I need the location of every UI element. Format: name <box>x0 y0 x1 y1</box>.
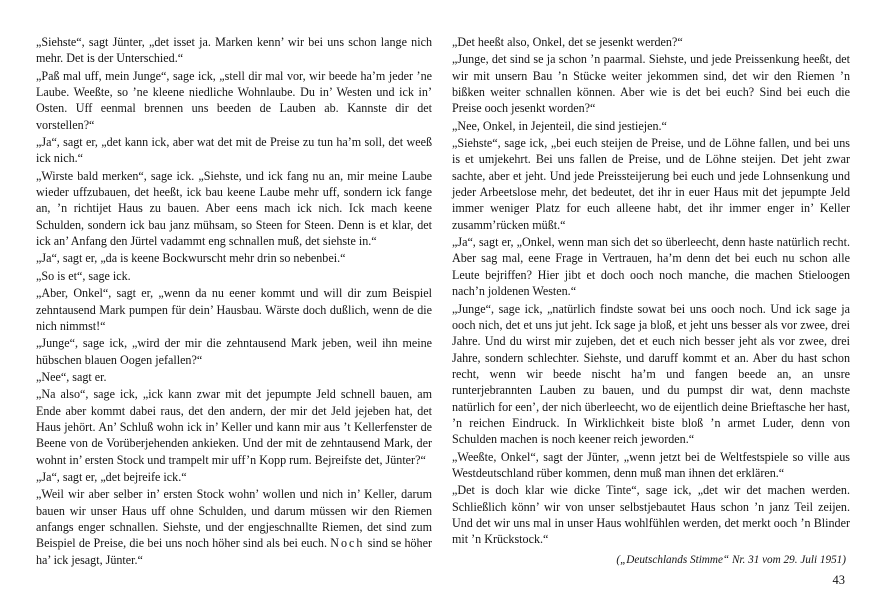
paragraph: „Na also“, sage ick, „ick kann zwar mit det jepumpte Jeld schnell bauen, am Ende aber kommt dabei raus, det den andern, der mir det Jeld jejeben hat, det Haus jehört. An’ Schluß wohn ick in’ Keller und kann mir aus ’t Kellerfenster de Beene von de Vorüberjehenden ankieken. Und der mit de zehntausend Mark, der wohnt in’ ersten Stock und trampelt mir uff’n Kopp rum. Bejreifste det, Jünter?“ <box>36 387 432 467</box>
paragraph: „Ja“, sagt er, „det bejreife ick.“ <box>36 469 187 484</box>
paragraph: „Nee, Onkel, in Jejenteil, die sind jestiejen.“ <box>452 118 667 133</box>
paragraph: „Det is doch klar wie dicke Tinte“, sage ick, „det wir det machen werden. Schließlich könn’ wir von unser selbstjebautet Haus schon ’n janz Teil zeijen. Und det wir uns mal in unser Haus wohlfühlen werden, det merkt ooch ’n Blinder mit ’n Krückstock.“ <box>452 483 850 547</box>
final-paragraph <box>36 486 432 568</box>
paragraph-text: „Weil wir aber selber in’ ersten Stock wohn’ wollen und nich in’ Keller, darum bauen wir unser Haus uff ohne Schulden, und darum müssen wir den Riemen anfangs enger schnallen. Siehste, und der engjeschnallte Riemen, det sind zum Beispiel de Preise, die bei uns noch höher sind als bei euch. <box>36 487 432 551</box>
paragraph: „Junge, det sind se ja schon ’n paarmal. Siehste, und jede Preissenkung heeßt, det wir mit unsern Bau ’n Stücke weiter jekommen sind, det wir den Riemen ’n bißken weiter schnallen können. Aber wie is det bei euch? Sind bei euch die Preise ooch jesenkt worden?“ <box>452 52 850 116</box>
paragraph-tail: sind se höher ha’ ick jesagt, Jünter.“ <box>36 536 432 567</box>
paragraph: „Wirste bald merken“, sage ick. „Siehste, und ick fang nu an, mir meine Laube wieder uffzubauen, det heeßt, ick bau keene Laube mehr uff, sondern ick fange an, ’n richtijet Haus zu bauen. Aber eens mach ick nich. Ick mach keene Schulden, sondern ick bau janz mühsam, so Steen for Steen. Denn is et klar, det ick an’ Anfang den Jürtel vadammt eng schnallen muß, det siehste in.“ <box>36 168 432 249</box>
paragraph: „Siehste“, sage ick, „bei euch steijen de Preise, und de Löhne fallen, und bei uns is et umjekehrt. Bei uns fallen de Preise, und de Löhne steijen. Det jeht zwar sachte, aber et jeht. Und jede Preissteijerung bei euch und jede Lohnsenkung und jeder Arbeetslose mehr, det bedeutet, det ihr in euer Haus mit det jepumpte Jeld immer weniger Platz for euch alleene habt, det ihr immer enger in’ Keller zusamm’rücken müßt.“ <box>452 136 850 232</box>
paragraph: „Ja“, sagt er, „det kann ick, aber wat det mit de Preise zu tun ha’m soll, det weeß ick nich.“ <box>36 135 432 166</box>
page-number: 43 <box>832 573 845 587</box>
right-column <box>452 34 850 569</box>
paragraph: „Ja“, sagt er, „Onkel, wenn man sich det so überleecht, denn haste natürlich recht. Aber sag mal, eene Frage in Vertrauen, ha’m denn det bei euch nu schon alle Leute bejriffen? Hier jibt et doch ooch noch manche, die machen Stieloogen nach’n joldenen Westen.“ <box>452 235 850 299</box>
paragraph: „Paß mal uff, mein Junge“, sage ick, „stell dir mal vor, wir beede ha’m jeder ’ne Laube. Weeßte, so ’ne kleene niedliche Wohnlaube. Du in’ Westen und ick in’ Osten. Uff eenmal brennen uns beeden de Lauben ab. Kannste dir det vorstellen?“ <box>36 68 432 132</box>
paragraph: „Junge“, sage ick, „wird der mir die zehntausend Mark jeben, weil ihn meine hübschen blauen Oogen jefallen?“ <box>36 336 432 367</box>
paragraph: „Siehste“, sagt Jünter, „det isset ja. Marken kenn’ wir bei uns schon lange nich mehr. Det is der Unterschied.“ <box>36 35 432 66</box>
paragraph: „Ja“, sagt er, „da is keene Bockwurscht mehr drin so nebenbei.“ <box>36 251 346 266</box>
paragraph: „Weeßte, Onkel“, sagt der Jünter, „wenn jetzt bei de Weltfestspiele so ville aus Westdeutschland rüber kommen, denn muß man ihnen det erklären.“ <box>452 449 850 480</box>
spaced-emphasis: Noch <box>330 536 365 551</box>
paragraph: „Junge“, sage ick, „natürlich findste sowat bei uns ooch noch. Und ick sage ja ooch nich, det et uns jut jeht. Ick sage ja bloß, et jeht uns besser als vor zwee, drei Jahre. Und du wirst mir zujeben, det et euch nich besser jeht als vor zwee, drei Jahre, sondern schlechter. Siehste, und daruff kommt et an. Aber du hast schon recht, wenn wir beede nischt ha’m und fangen beede an, an unsre runterjebrannten Lauben zu bauen, und du pumpst dir wat, denn machste natürlich for een’, der nich überleecht, wo de eijentlich deine Brieftasche her hast, ’n reichen Eindruck. In Wirklichkeit biste bloß ’n armet Luder, denn von Schulden machen is noch keener reich jeworden.“ <box>452 301 850 447</box>
paragraph: „So is et“, sage ick. <box>36 268 131 283</box>
source-citation: („Deutschlands Stimme“ Nr. 31 vom 29. Juli 1951) <box>616 553 846 566</box>
paragraph: „Aber, Onkel“, sagt er, „wenn da nu eener kommt und will dir zum Beispiel zehntausend Mark pumpen für dein’ Hausbau. Wärste doch dußlich, wenn de die nich nimmst!“ <box>36 286 432 333</box>
paragraph: „Nee“, sagt er. <box>36 369 107 384</box>
left-column <box>36 34 432 569</box>
paragraph: „Det heeßt also, Onkel, det se jesenkt werden?“ <box>452 35 683 49</box>
